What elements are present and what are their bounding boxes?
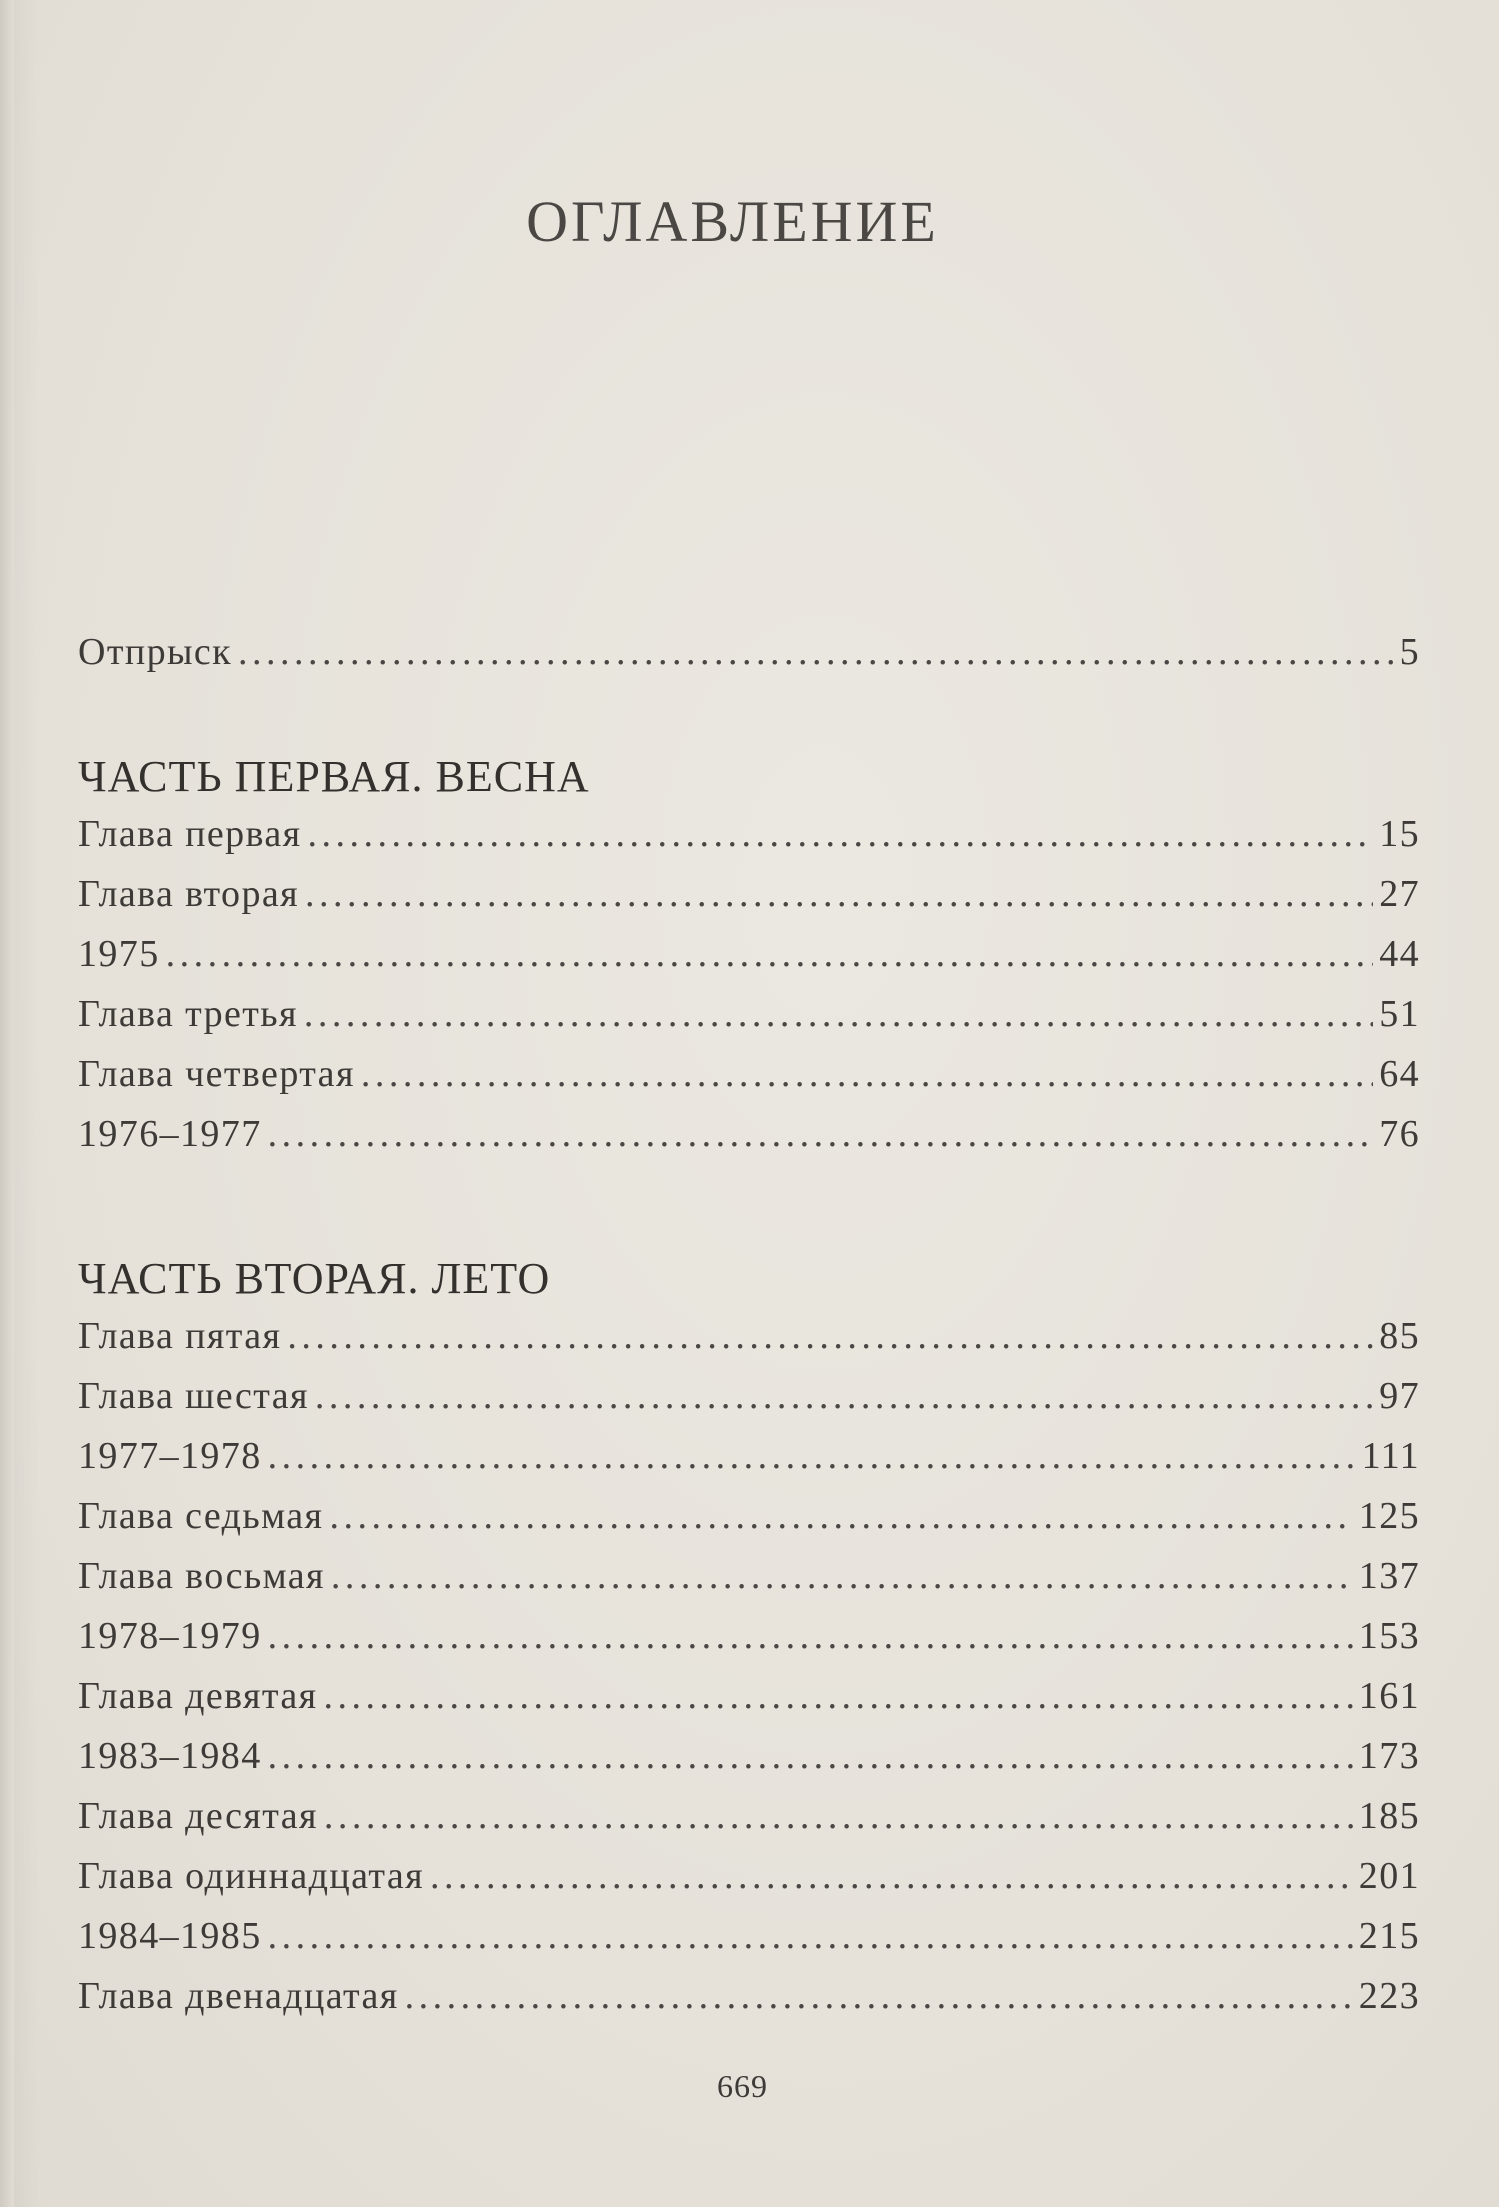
toc-entry-label: Глава девятая [78,1675,318,1717]
toc-entry-label: Глава первая [78,813,302,855]
toc-entry [78,1974,1420,2034]
toc-entry-page: 44 [1379,933,1420,975]
toc-entry [78,1614,1420,1674]
toc-entry-page: 5 [1399,631,1420,673]
toc-entry-label: Глава шестая [78,1375,309,1417]
dot-leader [430,1854,1353,1898]
toc-entry-page: 111 [1361,1435,1420,1477]
toc-entry-page: 27 [1379,873,1420,915]
toc-entry-page: 215 [1358,1915,1420,1957]
dot-leader [361,1052,1373,1096]
part-heading-1: ЧАСТЬ ПЕРВАЯ. ВЕСНА [78,752,590,801]
toc-entry-page: 173 [1358,1735,1420,1777]
toc-entry-page: 51 [1379,993,1420,1035]
toc-entry-label: Глава восьмая [78,1555,325,1597]
toc-entry [78,1434,1420,1494]
toc-entry-label: Глава пятая [78,1315,282,1357]
table-of-contents [78,630,1420,2034]
toc-entry-label: Глава десятая [78,1795,318,1837]
dot-leader [304,992,1373,1036]
dot-leader [268,1434,1356,1478]
toc-entry-label: Глава седьмая [78,1495,324,1537]
page-number: 669 [717,2068,768,2104]
dot-leader [308,812,1374,856]
dot-leader [329,1494,1352,1538]
toc-entry [78,812,1420,872]
dot-leader [323,1674,1352,1718]
section-spacer [78,690,1420,742]
toc-entry [78,1674,1420,1734]
toc-entry-label: 1978–1979 [78,1615,262,1657]
toc-entry [78,1794,1420,1854]
dot-leader [405,1974,1353,2018]
dot-leader [331,1554,1353,1598]
toc-entry [78,1854,1420,1914]
toc-entry [78,1554,1420,1614]
toc-entry-label: Глава одиннадцатая [78,1855,425,1897]
toc-entry-page: 125 [1358,1495,1420,1537]
toc-entry-page: 137 [1358,1555,1420,1597]
toc-entry-page: 76 [1379,1113,1420,1155]
toc-entry-label: 1983–1984 [78,1735,262,1777]
toc-entry [78,932,1420,992]
toc-entry [78,1494,1420,1554]
part-heading-2: ЧАСТЬ ВТОРАЯ. ЛЕТО [78,1254,551,1303]
dot-leader [287,1314,1373,1358]
toc-entry-prologue [78,630,1420,690]
dot-leader [268,1614,1353,1658]
page-title: ОГЛАВЛЕНИЕ [526,189,939,254]
toc-entry [78,1914,1420,1974]
section-spacer [78,1172,1420,1244]
toc-entry [78,1734,1420,1794]
page-spine-edge [0,0,14,2207]
toc-entry-page: 64 [1379,1053,1420,1095]
toc-entry [78,1052,1420,1112]
toc-entry [78,1374,1420,1434]
dot-leader [238,630,1394,674]
toc-entry-label: Глава двенадцатая [78,1975,399,2017]
toc-entry [78,992,1420,1052]
toc-entry-page: 185 [1358,1795,1420,1837]
dot-leader [268,1914,1353,1958]
toc-entry-label: Глава третья [78,993,298,1035]
toc-entry [78,1112,1420,1172]
toc-entry-page: 15 [1379,813,1420,855]
dot-leader [268,1112,1374,1156]
dot-leader [268,1734,1353,1778]
toc-entry-label: Глава четвертая [78,1053,355,1095]
toc-entry-label: 1975 [78,933,160,975]
toc-entry-label: 1976–1977 [78,1113,262,1155]
toc-entry-page: 161 [1358,1675,1420,1717]
dot-leader [166,932,1374,976]
toc-entry-page: 201 [1358,1855,1420,1897]
dot-leader [305,872,1373,916]
toc-entry-page: 97 [1379,1375,1420,1417]
dot-leader [324,1794,1353,1838]
toc-entry [78,872,1420,932]
toc-entry-label: Отпрыск [78,631,233,673]
toc-entry-page: 85 [1379,1315,1420,1357]
toc-entry [78,1314,1420,1374]
toc-entry-label: 1984–1985 [78,1915,262,1957]
toc-entry-label: Глава вторая [78,873,299,915]
dot-leader [315,1374,1373,1418]
toc-entry-page: 153 [1358,1615,1420,1657]
toc-entry-label: 1977–1978 [78,1435,262,1477]
toc-entry-page: 223 [1358,1975,1420,2017]
